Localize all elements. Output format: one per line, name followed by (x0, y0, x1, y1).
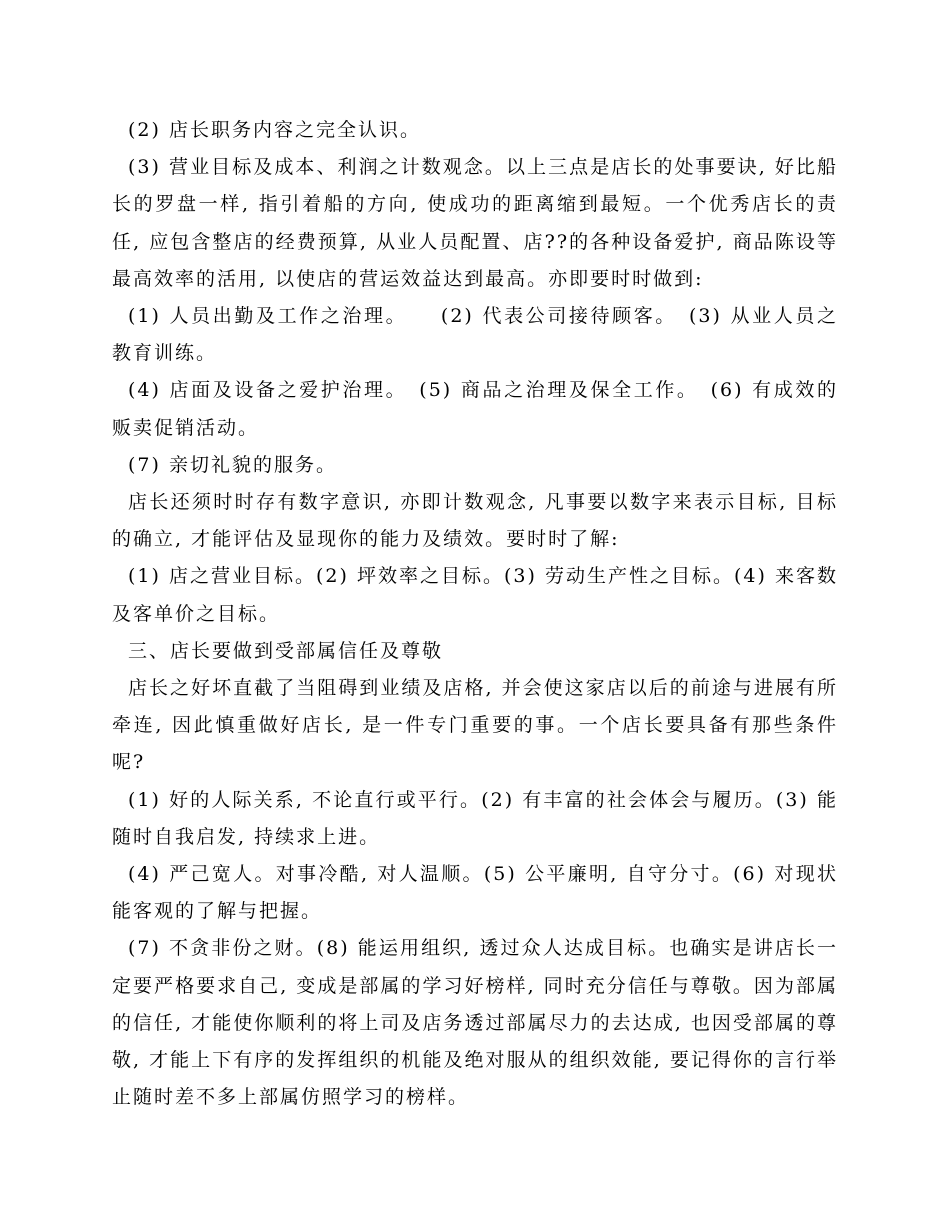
section-heading: 三、店长要做到受部属信任及尊敬 (128, 639, 444, 662)
document-page (112, 112, 838, 1116)
paragraph-numeric-awareness: 店长还须时时存有数字意识, 亦即计数观念, 凡事要以数字来表示目标, 目标的确立, 才能评估及显现你的能力及绩效。要时时了解: (112, 491, 838, 551)
paragraph-duties-list-3: (7) 亲切礼貌的服务。 (128, 453, 337, 476)
paragraph-conditions-2: (4) 严己宽人。对事冷酷, 对人温顺。(5) 公平廉明, 自守分寸。(6) 对现状能客观的了解与把握。 (112, 863, 838, 923)
paragraph-duty-knowledge: (2) 店长职务内容之完全认识。 (128, 119, 421, 141)
paragraph-duties-list-2: (4) 店面及设备之爱护治理。 (5) 商品之治理及保全工作。 (6) 有成效的贩卖促销活动。 (112, 379, 838, 439)
paragraph-target-list: (1) 店之营业目标。(2) 坪效率之目标。(3) 劳动生产性之目标。(4) 来客数及客单价之目标。 (112, 565, 838, 625)
paragraph-conditions-3: (7) 不贪非份之财。(8) 能运用组织, 透过众人达成目标。也确实是讲店长一定要严格要求自己, 变成是部属的学习好榜样, 同时充分信任与尊敬。因为部属的信任, 才能使你顺利的将上司及店务透过部属尽力的去达成, 也因受部属的尊敬, 才能上下有序的发挥组织的机能及绝对服从的组织效能, 要记得你的言行举止随时差不多上部属仿照学习的榜样。 (112, 937, 838, 1109)
paragraph-manager-importance: 店长之好坏直截了当阻碍到业绩及店格, 并会使这家店以后的前途与进展有所牵连, 因此慎重做好店长, 是一件专门重要的事。一个店长要具备有那些条件呢? (112, 677, 838, 774)
paragraph-conditions-1: (1) 好的人际关系, 不论直行或平行。(2) 有丰富的社会体会与履历。(3) 能随时自我启发, 持续求上进。 (112, 788, 838, 848)
paragraph-business-targets: (3) 营业目标及成本、利润之计数观念。以上三点是店长的处事要诀, 好比船长的罗盘一样, 指引着船的方向, 使成功的距离缩到最短。一个优秀店长的责任, 应包含整店的经费预算, 从业人员配置、店??的各种设备爱护, 商品陈设等最高效率的活用, 以使店的营运效益达到最高。亦即要时时做到: (112, 156, 838, 290)
paragraph-duties-list-1: (1) 人员出勤及工作之治理。 (2) 代表公司接待顾客。 (3) 从业人员之教育训练。 (112, 305, 838, 365)
